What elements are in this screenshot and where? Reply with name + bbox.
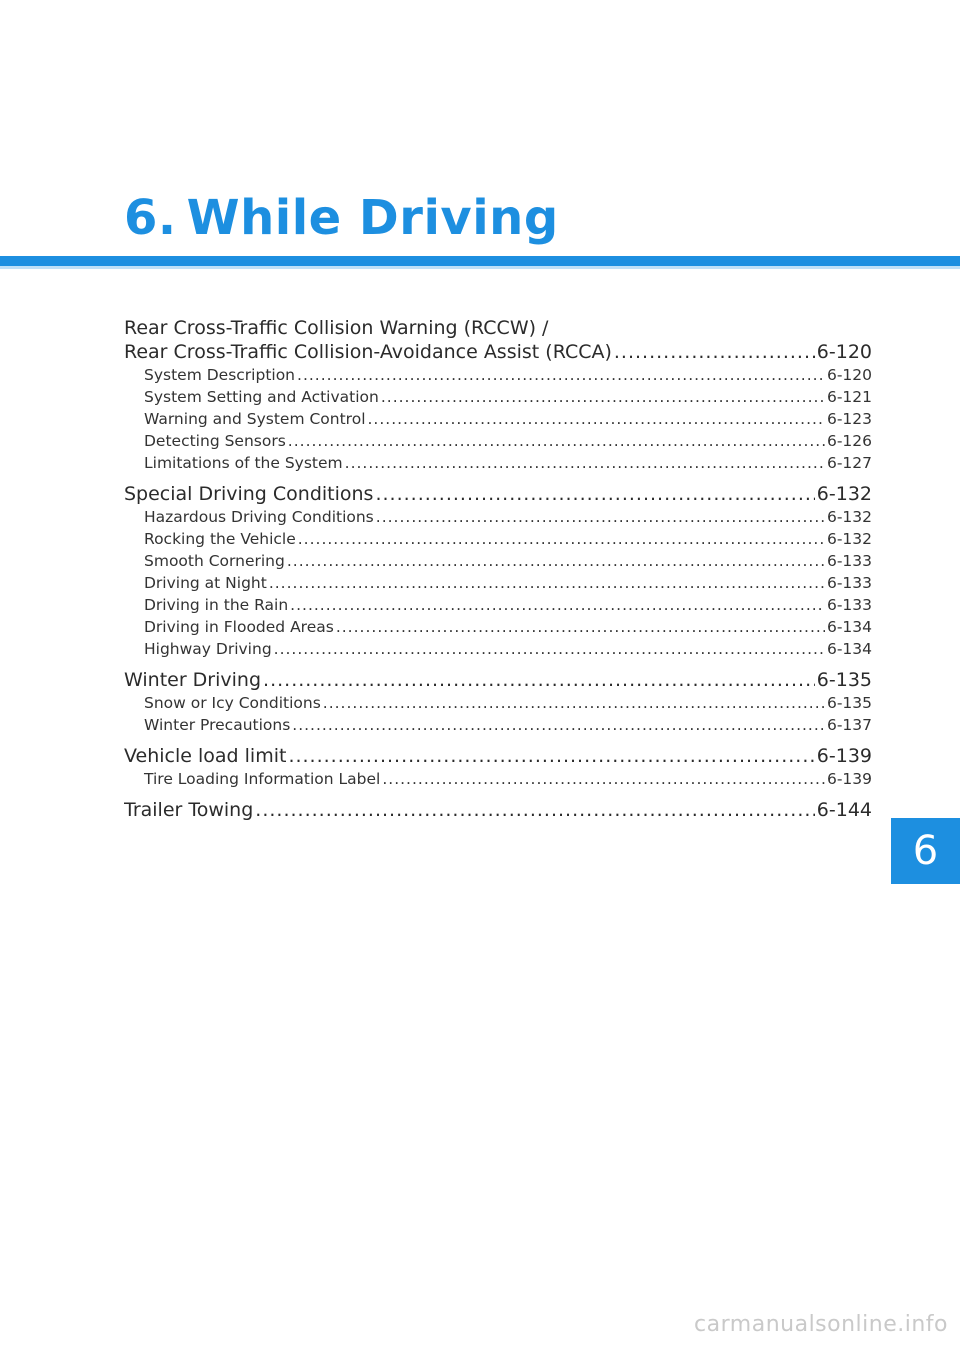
toc-page-number: 6-135: [826, 694, 872, 712]
leader-dots: [269, 572, 825, 594]
leader-dots: [368, 408, 825, 430]
leader-dots: [287, 550, 825, 572]
toc-subsection-entry[interactable]: [124, 638, 872, 660]
toc-page-number: 6-134: [826, 618, 872, 636]
toc-section: [124, 482, 872, 660]
toc-subsection-label: Highway Driving: [144, 640, 272, 658]
toc-subsection-entry[interactable]: [124, 430, 872, 452]
toc-subsection-entry[interactable]: [124, 386, 872, 408]
toc-section-label: Vehicle load limit: [124, 745, 287, 767]
leader-dots: [323, 692, 825, 714]
leader-dots: [297, 364, 825, 386]
toc-section-entry[interactable]: [124, 744, 872, 768]
toc-subsection-entry[interactable]: [124, 408, 872, 430]
leader-dots: [274, 638, 825, 660]
chapter-name: While Driving: [186, 190, 559, 246]
toc-subsection-label: System Setting and Activation: [144, 388, 379, 406]
toc-page-number: 6-133: [826, 552, 872, 570]
toc-subsection-entry[interactable]: [124, 768, 872, 790]
toc-subsection-label: Driving at Night: [144, 574, 267, 592]
toc-subsection-label: System Description: [144, 366, 296, 384]
toc-page-number: 6-127: [826, 454, 872, 472]
toc-subsection-entry[interactable]: [124, 364, 872, 386]
toc-section: [124, 798, 872, 822]
toc-subsection-entry[interactable]: [124, 616, 872, 638]
toc-subsection-label: Driving in Flooded Areas: [144, 618, 334, 636]
toc-page-number: 6-139: [816, 745, 872, 767]
toc-section-entry[interactable]: [124, 668, 872, 692]
toc-page-number: 6-133: [826, 596, 872, 614]
toc-page-number: 6-134: [826, 640, 872, 658]
leader-dots: [298, 528, 825, 550]
toc-subsection-entry[interactable]: [124, 550, 872, 572]
toc-page-number: 6-132: [826, 530, 872, 548]
toc-subsection-label: Detecting Sensors: [144, 432, 286, 450]
chapter-title: [124, 190, 559, 246]
leader-dots: [288, 430, 825, 452]
toc-page-number: 6-144: [816, 799, 872, 821]
watermark: carmanualsonline.info: [694, 1312, 948, 1337]
toc-subsection-label: Driving in the Rain: [144, 596, 289, 614]
toc-subsection-entry[interactable]: [124, 452, 872, 474]
toc-subsection-label: Hazardous Driving Conditions: [144, 508, 374, 526]
toc-section-entry[interactable]: [124, 798, 872, 822]
leader-dots: [376, 506, 825, 528]
header-rule-shadow: [0, 266, 960, 269]
toc-section-label: Rear Cross-Traffic Collision-Avoidance Assist (RCCA): [124, 341, 612, 363]
toc-page-number: 6-120: [816, 341, 872, 363]
toc-section-label: Rear Cross-Traffic Collision Warning (RCCW) /: [124, 317, 549, 339]
chapter-tab[interactable]: 6: [891, 818, 960, 884]
toc-page-number: 6-126: [826, 432, 872, 450]
leader-dots: [292, 714, 825, 736]
toc-section: [124, 744, 872, 790]
toc-section-label: Special Driving Conditions: [124, 483, 374, 505]
leader-dots: [382, 768, 825, 790]
toc-subsection-label: Snow or Icy Conditions: [144, 694, 321, 712]
toc-section-entry[interactable]: [124, 340, 872, 364]
leader-dots: [381, 386, 825, 408]
toc-page-number: 6-132: [826, 508, 872, 526]
toc-section-label: Trailer Towing: [124, 799, 254, 821]
toc-page-number: 6-133: [826, 574, 872, 592]
toc-subsection-entry[interactable]: [124, 506, 872, 528]
toc-subsection-entry[interactable]: [124, 572, 872, 594]
toc-subsection-label: Smooth Cornering: [144, 552, 285, 570]
toc-subsection-label: Winter Precautions: [144, 716, 291, 734]
toc-page-number: 6-139: [826, 770, 872, 788]
toc-subsection-entry[interactable]: [124, 594, 872, 616]
toc-subsection-label: Limitations of the System: [144, 454, 343, 472]
toc-subsection-label: Rocking the Vehicle: [144, 530, 296, 548]
toc-page-number: 6-135: [816, 669, 872, 691]
toc-page-number: 6-121: [826, 388, 872, 406]
leader-dots: [263, 668, 815, 692]
toc-subsection-entry[interactable]: [124, 528, 872, 550]
chapter-number: 6.: [124, 190, 177, 246]
leader-dots: [345, 452, 825, 474]
toc-page-number: 6-137: [826, 716, 872, 734]
header-rule: [0, 256, 960, 266]
toc-page-number: 6-123: [826, 410, 872, 428]
toc-section-entry[interactable]: [124, 482, 872, 506]
toc-subsection-label: Warning and System Control: [144, 410, 366, 428]
toc-section-title-line: [124, 316, 872, 340]
toc-section-label: Winter Driving: [124, 669, 262, 691]
leader-dots: [255, 798, 814, 822]
toc-page-number: 6-120: [826, 366, 872, 384]
toc-section: [124, 668, 872, 736]
table-of-contents: [124, 316, 872, 830]
toc-subsection-entry[interactable]: [124, 714, 872, 736]
leader-dots: [614, 340, 815, 364]
leader-dots: [375, 482, 814, 506]
toc-subsection-label: Tire Loading Information Label: [144, 770, 381, 788]
leader-dots: [288, 744, 814, 768]
leader-dots: [336, 616, 825, 638]
leader-dots: [290, 594, 825, 616]
toc-page-number: 6-132: [816, 483, 872, 505]
toc-subsection-entry[interactable]: [124, 692, 872, 714]
toc-section: [124, 316, 872, 474]
